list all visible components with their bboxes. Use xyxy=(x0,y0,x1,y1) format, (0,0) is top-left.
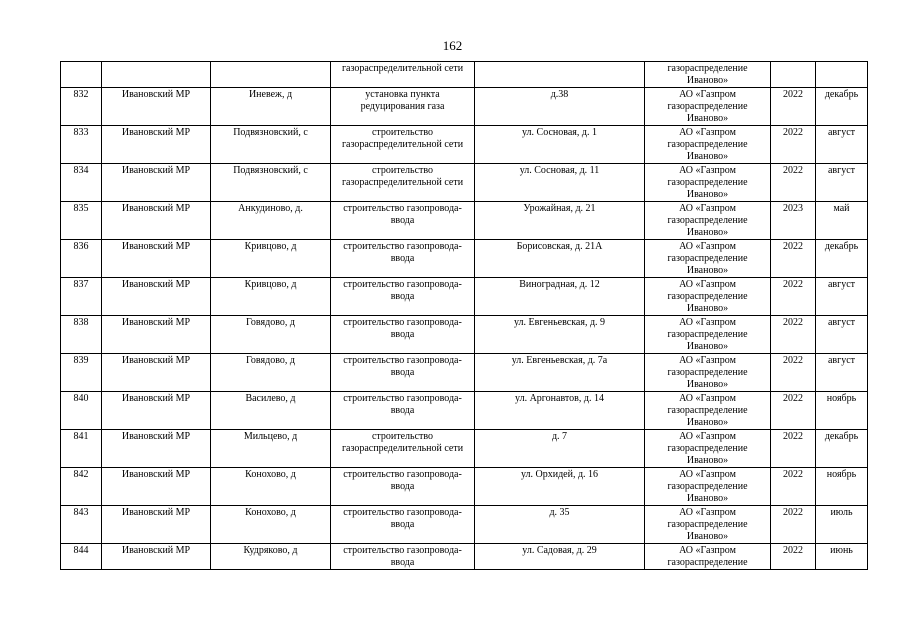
cell-settlement: Подвязновский, с xyxy=(211,126,331,164)
cell-org: АО «Газпром газораспределение Иваново» xyxy=(645,392,771,430)
cell-year: 2022 xyxy=(771,316,816,354)
cell-settlement: Кудряково, д xyxy=(211,544,331,570)
cell-address: ул. Евгеньевская, д. 7а xyxy=(475,354,645,392)
cell-month: август xyxy=(816,278,868,316)
cell-month: июнь xyxy=(816,544,868,570)
cell-district: Ивановский МР xyxy=(102,468,211,506)
cell-district: Ивановский МР xyxy=(102,164,211,202)
cell-num: 836 xyxy=(61,240,102,278)
table-row-continuation xyxy=(61,62,868,88)
cell-work: строительство газопровода-ввода xyxy=(331,240,475,278)
table-row xyxy=(61,430,868,468)
cell-month: июль xyxy=(816,506,868,544)
cell-month xyxy=(816,62,868,88)
cell-address xyxy=(475,62,645,88)
cell-district: Ивановский МР xyxy=(102,430,211,468)
cell-year: 2022 xyxy=(771,392,816,430)
cell-year xyxy=(771,62,816,88)
cell-work: установка пункта редуцирования газа xyxy=(331,88,475,126)
cell-num: 844 xyxy=(61,544,102,570)
cell-work: строительство газопровода-ввода xyxy=(331,278,475,316)
cell-org: АО «Газпром газораспределение Иваново» xyxy=(645,430,771,468)
cell-month: август xyxy=(816,316,868,354)
cell-settlement xyxy=(211,62,331,88)
cell-month: май xyxy=(816,202,868,240)
cell-year: 2022 xyxy=(771,126,816,164)
cell-num: 840 xyxy=(61,392,102,430)
cell-num: 842 xyxy=(61,468,102,506)
cell-district: Ивановский МР xyxy=(102,316,211,354)
cell-month: ноябрь xyxy=(816,468,868,506)
cell-district: Ивановский МР xyxy=(102,126,211,164)
cell-work: газораспределительной сети xyxy=(331,62,475,88)
cell-address: ул. Сосновая, д. 1 xyxy=(475,126,645,164)
cell-settlement: Подвязновский, с xyxy=(211,164,331,202)
cell-org: АО «Газпром газораспределение Иваново» xyxy=(645,354,771,392)
cell-num: 841 xyxy=(61,430,102,468)
cell-work: строительство газопровода-ввода xyxy=(331,202,475,240)
table-row xyxy=(61,240,868,278)
cell-work: строительство газораспределительной сети xyxy=(331,430,475,468)
table-row xyxy=(61,126,868,164)
cell-address: ул. Аргонавтов, д. 14 xyxy=(475,392,645,430)
cell-org: АО «Газпром газораспределение Иваново» xyxy=(645,164,771,202)
cell-district: Ивановский МР xyxy=(102,506,211,544)
cell-num: 834 xyxy=(61,164,102,202)
cell-org: АО «Газпром газораспределение Иваново» xyxy=(645,240,771,278)
cell-year: 2022 xyxy=(771,544,816,570)
cell-month: декабрь xyxy=(816,430,868,468)
table-row xyxy=(61,278,868,316)
cell-district: Ивановский МР xyxy=(102,392,211,430)
cell-year: 2022 xyxy=(771,354,816,392)
cell-year: 2022 xyxy=(771,240,816,278)
gasification-table xyxy=(60,61,868,570)
cell-district: Ивановский МР xyxy=(102,202,211,240)
table-row xyxy=(61,202,868,240)
cell-org: АО «Газпром газораспределение xyxy=(645,544,771,570)
table-row xyxy=(61,316,868,354)
cell-org: АО «Газпром газораспределение Иваново» xyxy=(645,126,771,164)
table-row xyxy=(61,164,868,202)
cell-num xyxy=(61,62,102,88)
cell-org: АО «Газпром газораспределение Иваново» xyxy=(645,316,771,354)
cell-work: строительство газопровода-ввода xyxy=(331,506,475,544)
cell-address: ул. Орхидей, д. 16 xyxy=(475,468,645,506)
table-row xyxy=(61,468,868,506)
cell-year: 2022 xyxy=(771,430,816,468)
cell-year: 2022 xyxy=(771,506,816,544)
cell-district xyxy=(102,62,211,88)
cell-num: 833 xyxy=(61,126,102,164)
cell-year: 2022 xyxy=(771,164,816,202)
cell-address: ул. Евгеньевская, д. 9 xyxy=(475,316,645,354)
cell-address: Урожайная, д. 21 xyxy=(475,202,645,240)
cell-district: Ивановский МР xyxy=(102,354,211,392)
cell-settlement: Конохово, д xyxy=(211,468,331,506)
cell-month: август xyxy=(816,164,868,202)
cell-work: строительство газопровода-ввода xyxy=(331,316,475,354)
page-number: 162 xyxy=(442,38,463,53)
cell-month: август xyxy=(816,354,868,392)
cell-work: строительство газопровода-ввода xyxy=(331,544,475,570)
cell-district: Ивановский МР xyxy=(102,278,211,316)
cell-num: 843 xyxy=(61,506,102,544)
cell-num: 837 xyxy=(61,278,102,316)
cell-settlement: Василево, д xyxy=(211,392,331,430)
cell-district: Ивановский МР xyxy=(102,240,211,278)
table-body xyxy=(61,62,868,570)
cell-address: Виноградная, д. 12 xyxy=(475,278,645,316)
cell-year: 2022 xyxy=(771,88,816,126)
cell-settlement: Иневеж, д xyxy=(211,88,331,126)
table-row xyxy=(61,506,868,544)
cell-org: АО «Газпром газораспределение Иваново» xyxy=(645,468,771,506)
cell-work: строительство газопровода-ввода xyxy=(331,354,475,392)
cell-org: АО «Газпром газораспределение Иваново» xyxy=(645,506,771,544)
table-row xyxy=(61,392,868,430)
cell-settlement: Кривцово, д xyxy=(211,278,331,316)
cell-settlement: Конохово, д xyxy=(211,506,331,544)
table-row xyxy=(61,544,868,570)
cell-month: декабрь xyxy=(816,240,868,278)
cell-settlement: Говядово, д xyxy=(211,354,331,392)
cell-org: АО «Газпром газораспределение Иваново» xyxy=(645,202,771,240)
table-row xyxy=(61,354,868,392)
cell-work: строительство газопровода-ввода xyxy=(331,392,475,430)
table-row xyxy=(61,88,868,126)
cell-month: декабрь xyxy=(816,88,868,126)
cell-address: д.38 xyxy=(475,88,645,126)
cell-address: ул. Сосновая, д. 11 xyxy=(475,164,645,202)
cell-work: строительство газораспределительной сети xyxy=(331,126,475,164)
cell-num: 838 xyxy=(61,316,102,354)
cell-org: АО «Газпром газораспределение Иваново» xyxy=(645,88,771,126)
cell-settlement: Кривцово, д xyxy=(211,240,331,278)
cell-address: д. 35 xyxy=(475,506,645,544)
cell-month: август xyxy=(816,126,868,164)
cell-address: ул. Садовая, д. 29 xyxy=(475,544,645,570)
cell-district: Ивановский МР xyxy=(102,544,211,570)
cell-settlement: Мильцево, д xyxy=(211,430,331,468)
cell-district: Ивановский МР xyxy=(102,88,211,126)
cell-org: АО «Газпром газораспределение Иваново» xyxy=(645,278,771,316)
cell-num: 832 xyxy=(61,88,102,126)
cell-settlement: Говядово, д xyxy=(211,316,331,354)
cell-address: Борисовская, д. 21А xyxy=(475,240,645,278)
cell-num: 835 xyxy=(61,202,102,240)
cell-work: строительство газопровода-ввода xyxy=(331,468,475,506)
cell-address: д. 7 xyxy=(475,430,645,468)
cell-num: 839 xyxy=(61,354,102,392)
cell-month: ноябрь xyxy=(816,392,868,430)
cell-work: строительство газораспределительной сети xyxy=(331,164,475,202)
cell-year: 2022 xyxy=(771,468,816,506)
cell-org: газораспределение Иваново» xyxy=(645,62,771,88)
cell-year: 2023 xyxy=(771,202,816,240)
cell-settlement: Анкудиново, д. xyxy=(211,202,331,240)
cell-year: 2022 xyxy=(771,278,816,316)
